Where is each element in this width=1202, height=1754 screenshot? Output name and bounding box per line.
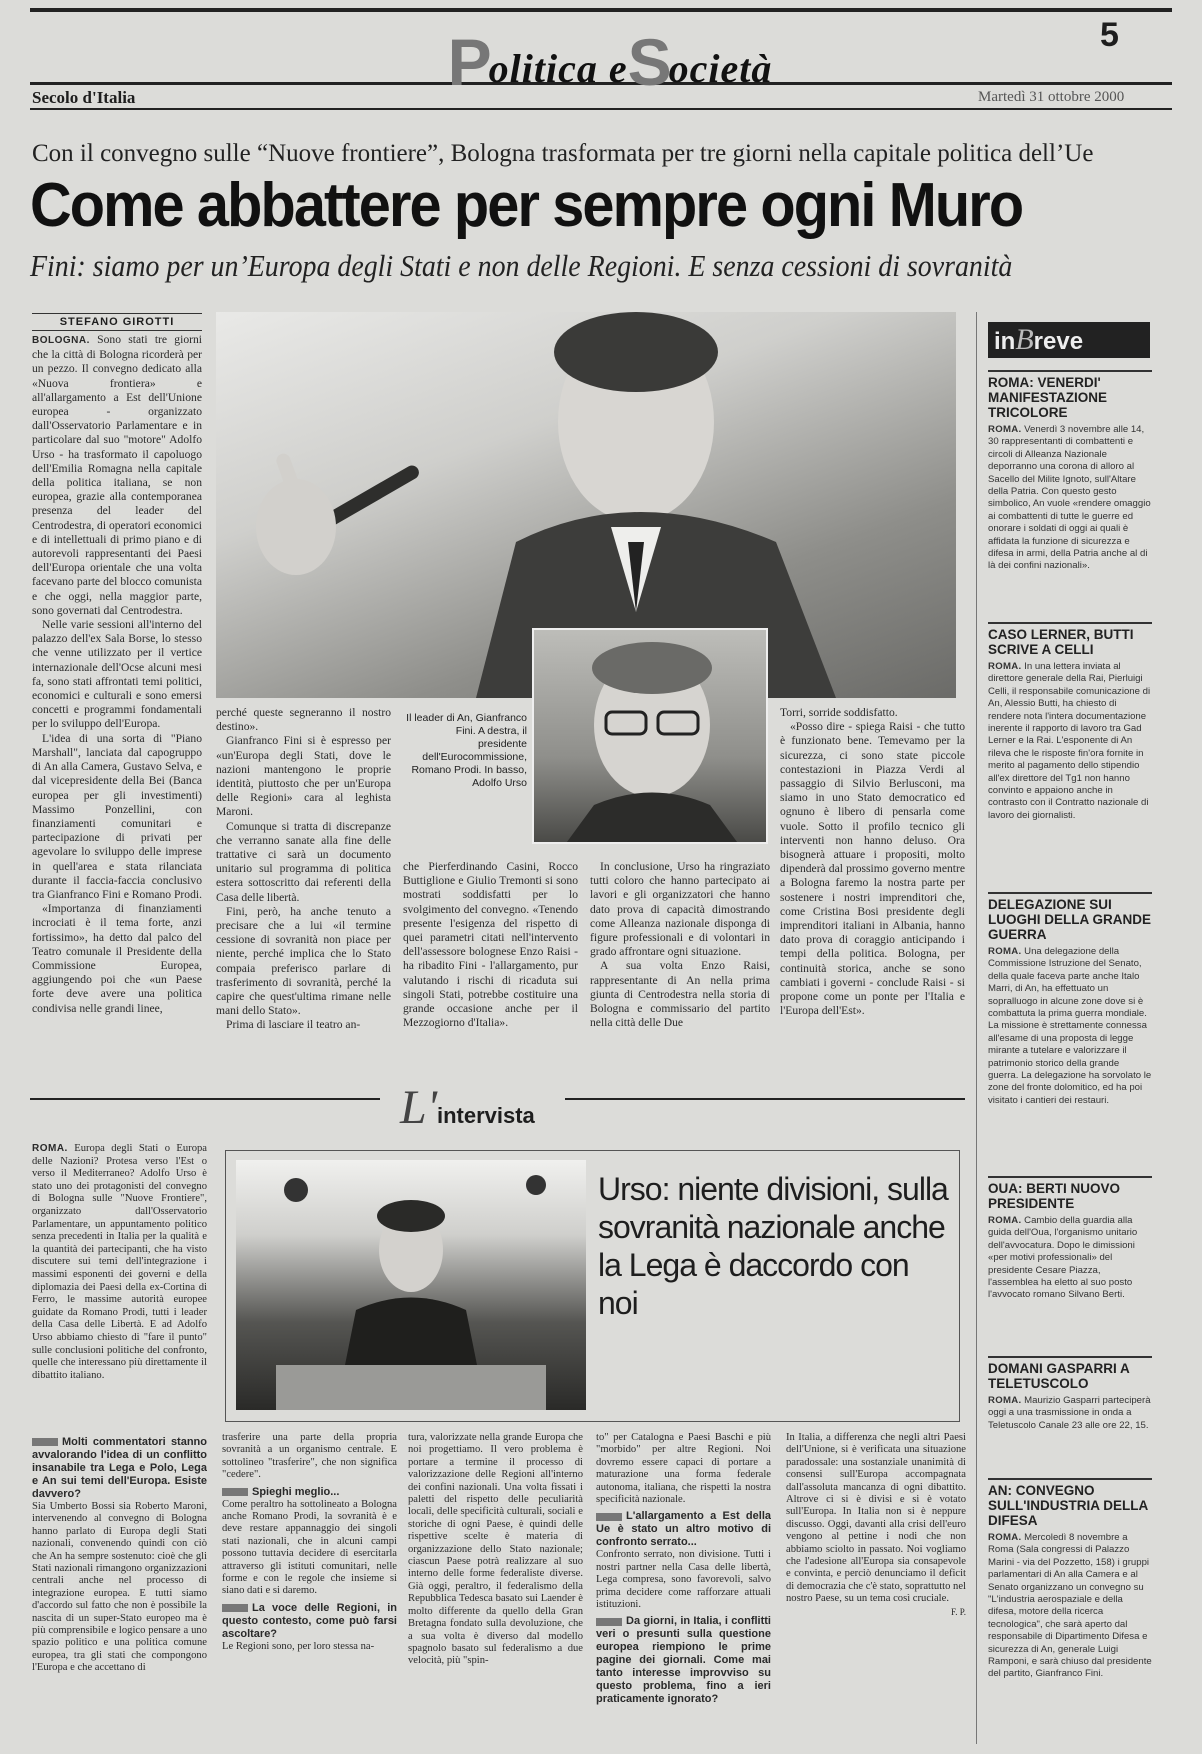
top-rule	[30, 8, 1172, 12]
article-column-1	[32, 333, 202, 1045]
interview-column-2	[222, 1432, 397, 1744]
photo-adolfo-urso	[236, 1160, 586, 1410]
interview-answer: In Italia, a differenza che negli altri Paesi dell'Unione, si è verificata una situazione paradossale: una sostanziale unanimità di consensi sull'Europa accompagnata dall'assoluta mancanza di ogni dibattito. Altrove ci si è divisi e si è votato sull'Europa. In Italia non si è neppure discusso. Oggi, davanti alla crisi dell'euro vengono al pettine i nodi che non abbiamo sciolto in passato. Noi vogliamo che l'adesione all'Europa sia consapevole e convinta, e perciò denunciamo il deficit di democrazia che c'è stato, soprattutto nel nostro Paese, su un tema così cruciale.	[786, 1432, 966, 1605]
speaker-silhouette	[236, 1160, 586, 1410]
brief-text: ROMA. Maurizio Gasparri parteciperà oggi a una trasmissione in onda a Teletuscolo Canale 23 alle ore 22, 15.	[988, 1395, 1151, 1431]
signature: F. P.	[950, 1606, 966, 1617]
brief-text: ROMA. Cambio della guardia alla guida dell'Oua, l'organismo unitario dell'avvocatura. Dopo le dimissioni «per motivi professionali» del presidente Cesare Piazza, l'assemblea ha eletto al suo posto l'avvocato romano Silvano Berti.	[988, 1215, 1138, 1301]
section-title: P olitica e S ocietà	[447, 24, 773, 99]
page-number: 5	[1100, 16, 1119, 54]
interview-intro: ROMA. Europa degli Stati o Europa delle Nazioni? Protesa verso l'Est o verso il Mediterraneo? Adolfo Urso è stato uno dei protagonisti del convegno di Bologna sulle "Nuove Frontiere", organizzato dall'Osservatorio Parlamentare, un appuntamento politico senza precedenti in Italia per la qualità e la quantità dei partecipanti, che ha visto discutere sui temi dell'integrazione i massimi esponenti dei governi e della diplomazia dei Paesi della ex-Cortina di Ferro, le massime autorità europee guidate da Romano Prodi, tutti i leader della Casa delle Libertà. E ad Adolfo Urso abbiamo chiesto di "fare il punto" sulle conclusioni politiche del confronto, quelle che interessano più direttamente il dibattito italiano.	[32, 1143, 207, 1381]
paragraph: «Importanza di finanziamenti incrociati è il tema forte, anzi fortissimo», ha detto dal palco del Teatro comunale il Presidente della Commissione Europea, aggiungendo poi che «un Paese forte deve avere una politica condivisa nelle grandi linee,	[32, 902, 202, 1015]
brief-item	[988, 370, 1152, 573]
brief-text: ROMA. Venerdì 3 novembre alle 14, 30 rappresentanti di combattenti e circoli di Alleanza Nazionale deporranno una corona di alloro al Sacello del Milite Ignoto, sull'Altare della Patria. Con questo gesto simbolico, An vuole «rendere omaggio ai combattenti di tutte le guerre ed onorare i soldati di oggi ai quali è affidata la funzione di sicurezza e difesa in armi, della Patria anche al di là dei confini nazionali».	[988, 424, 1151, 572]
paragraph: Comunque si tratta di discrepanze che verranno sanate alla fine delle trattative ci sarà un documento unitario sul programma di politica estera sottoscritto dai referenti della Casa delle libertà.	[216, 819, 391, 904]
interview-rule	[30, 1098, 380, 1100]
masthead-rule-bottom	[30, 108, 1172, 110]
interview-column-5	[786, 1432, 966, 1744]
paragraph: Nelle varie sessioni all'interno del palazzo dell'ex Sala Borse, lo stesso che venne utilizzato per il vertice internazionale dell'Ocse alcuni mesi fa, sono stati affrontati temi politici, economici e culturali e sono emersi concetti e programmi fondamentali per lo sviluppo dell'Europa.	[32, 618, 202, 731]
brief-item	[988, 1356, 1152, 1432]
interview-question: La voce delle Regioni, in questo contesto, come può farsi ascoltare?	[222, 1601, 397, 1640]
brief-item	[988, 622, 1152, 822]
interview-column-3	[408, 1432, 583, 1744]
photo-romano-prodi	[532, 628, 768, 844]
article-column-2	[216, 706, 391, 1046]
interview-answer: Come peraltro ha sottolineato a Bologna anche Romano Prodi, la sovranità è e deve restare appannaggio dei singoli stati nazionali, che in alcuni campi possono tuttavia decidere di esercitarla attraverso gli istituti comunitari, nelle forme e con le regole che insieme si siano dati e si daremo.	[222, 1498, 397, 1597]
issue-date: Martedì 31 ottobre 2000	[978, 89, 1125, 105]
photo-caption: Il leader di An, Gianfranco Fini. A destra, il presidente dell'Eurocommissione, Romano Prodi. In basso, Adolfo Urso	[406, 712, 527, 789]
interview-column-1	[32, 1432, 207, 1744]
paragraph: A sua volta Enzo Raisi, rappresentante di An nella prima giunta di Centrodestra nella storia di Bologna e commissario del partito nella città delle Due	[590, 959, 770, 1030]
paragraph: perché queste segneranno il nostro destino».	[216, 706, 391, 734]
paragraph: Sono stati tre giorni che la città di Bologna ricorderà per un pezzo. Il convegno dedicato alla «Nuova frontiera» e all'allargamento a Est dell'Unione europea - organizzato dall'Osservatorio Parlamentare e in particolare dal suo "motore" Adolfo Urso - ha trasformato il capoluogo dell'Emilia Romagna nella capitale della politica italiana, se non europea, grazie alla contemporanea presenza del leader del Centrodestra, di operatori economici e di intellettuali di primo piano e di autorevoli rappresentanti dei Paesi dell'Europa orientale che una volta facevano parte del blocco comunista e che oggi, nella maggior parte, sono governati dal Centrodestra.	[32, 333, 202, 617]
masthead: Secolo d'Italia	[32, 88, 136, 107]
byline: STEFANO GIROTTI	[32, 313, 202, 331]
brief-item	[988, 1176, 1152, 1302]
article-column-4	[590, 860, 770, 1046]
interview-label: L'intervista	[400, 1081, 535, 1134]
brief-item	[988, 892, 1152, 1107]
interview-answer: tura, valorizzate nella grande Europa che noi progettiamo. Il vero problema è portare a termine il processo di valorizzazione delle Regioni all'interno dei confini nazionali. Una volta fissati i paletti del rispetto delle peculiarità locali, delle specificità culturali, sociali e storiche di ogni Paese, è quindi delle rispettive scelte è materia di organizzazione dello Stato nazionale; ciascun Paese potrà realizzare al suo interno delle forme federaliste diverse. Già oggi, peraltro, il federalismo della Repubblica Tedesca basato sui Laender è molto differente da quello della Gran Bretagna fondato sulla devoluzione, che a sua volta è diverso dal modello spagnolo basato sul federalismo a due velocità, più "spin-	[408, 1432, 583, 1667]
paragraph: Torri, sorride soddisfatto.	[780, 706, 898, 719]
interview-question: Spieghi meglio...	[222, 1486, 397, 1499]
interview-answer: to" per Catalogna e Paesi Baschi e più "morbido" per altre Regioni. Noi dovremo essere capaci di portare a maturazione una forma federale autonoma, italiana, che rispetti la nostra specificità nazionale.	[596, 1432, 771, 1506]
brief-title: ROMA: VENERDI' MANIFESTAZIONE TRICOLORE	[988, 370, 1152, 420]
interview-pull-quote: Urso: niente divisioni, sulla sovranità nazionale anche la Lega è daccordo con noi	[598, 1171, 948, 1321]
brief-text: ROMA. In una lettera inviata al direttore generale della Rai, Pierluigi Celli, il responsabile comunicazione di An, Alessio Butti, ha chiesto di rendere nota l'intera documentazione inerente il rapporto di lavoro tra Gad Lerner e la Rai. L'esponente di An rileva che le risposte fin'ora fornite in merito al pagamento dello stipendio all'ex direttore del Tg1 non hanno convinto e appaiono anche in contrasto con il Contratto nazionale di lavoro dei giornalisti.	[988, 661, 1151, 821]
brief-title: AN: CONVEGNO SULL'INDUSTRIA DELLA DIFESA	[988, 1478, 1152, 1528]
interview-question: Da giorni, in Italia, i conflitti veri o presunti sulla questione europea riempiono le prime pagine dei giornali. Come mai tanto interesse improvviso su questo problema, fino a ieri praticamente ignorato?	[596, 1615, 771, 1706]
paragraph: Prima di lasciare il teatro an-	[226, 1018, 361, 1032]
article-column-3	[403, 860, 578, 1046]
interview-rule	[565, 1098, 965, 1100]
brief-text: ROMA. Mercoledì 8 novembre a Roma (Sala congressi di Palazzo Marini - via del Pozzetto, 158) i gruppi parlamentari di An alla Camera e al Senato organizzano un convegno su "L'industria aerospaziale e della difesa, motore della ricerca tecnologica", che sarà aperto dal responsabile di Dipartimento Difesa e sicurezza di An, generale Luigi Ramponi, e sarà chiuso dal presidente del partito, Gianfranco Fini.	[988, 1532, 1152, 1680]
in-breve-title: inBreve	[988, 322, 1150, 358]
article-headline: Come abbattere per sempre ogni Muro	[30, 171, 1023, 240]
interview-answer: Confronto serrato, non divisione. Tutti i nostri partner nella Casa delle libertà, Lega compresa, sono favorevoli, salvo prima decidere come rafforzare attuali istituzioni.	[596, 1549, 771, 1611]
article-subhead: Fini: siamo per un’Europa degli Stati e non delle Regioni. E senza cessioni di sovranità	[30, 248, 1013, 283]
sidebar-separator	[976, 312, 977, 1744]
paragraph: L'idea di una sorta di "Piano Marshall", lanciata dal capogruppo di An alla Camera, Gustavo Selva, e dal vicepresidente della Bei (Banca europea per gli investimenti) Massimo Ponzellini, con finanziamenti comunitari e partecipazione di privati per agevolare lo sviluppo delle imprese in quell'area e stata rilanciata durante il faccia-faccia conclusivo tra Gianfranco Fini e Romano Prodi.	[32, 731, 202, 901]
interview-column-4	[596, 1432, 771, 1744]
brief-item	[988, 1478, 1152, 1681]
paragraph: Gianfranco Fini si è espresso per «un'Europa degli Stati, dove le nazioni mantengono le proprie identità, piuttosto che per un'Europa delle Regioni» cara al leghista Maroni.	[216, 734, 391, 819]
paragraph: «Posso dire - spiega Raisi - che tutto è funzionato bene. Temevamo per la sicurezza, ci sono state piccole contestazioni in Piazza Verdi al passaggio di Silvio Berlusconi, ma siamo in uno Stato democratico ed ognuno è libero di pensarla come vuole. Sotto il profilo tecnico gli interventi non hanno deluso. Ora bisognerà attuare i propositi, molto dipenderà dal prossimo governo mentre a Bologna faremo la nostra parte per sostenere i nostri imprenditori che, come Cristina Bosi presidente degli imprenditori italiani in Albania, hanno dato prova di coraggio anticipando i tempi della politica. Bologna, per continuità storica, anche se sono cambiati i governi - conclude Raisi - si propone come un ponte per l'Italia e l'Europa dell'Est».	[780, 720, 965, 1018]
interview-question: Molti commentatori stanno avvalorando l'idea di un conflitto insanabile tra Lega e Polo, Lega e An sui temi dell'Europa. Esiste davvero?	[32, 1436, 207, 1500]
brief-title: OUA: BERTI NUOVO PRESIDENTE	[988, 1176, 1152, 1211]
brief-title: DOMANI GASPARRI A TELETUSCOLO	[988, 1356, 1152, 1391]
article-kicker: Con il convegno sulle “Nuove frontiere”, Bologna trasformata per tre giorni nella capitale politica dell’Ue	[32, 140, 1094, 167]
interview-answer: trasferire una parte della propria sovranità a un organismo centrale. E sottolineo "trasferire", che non significa "cedere".	[222, 1432, 397, 1481]
interview-answer: Le Regioni sono, per loro stessa na-	[222, 1640, 375, 1652]
interview-answer: Sia Umberto Bossi sia Roberto Maroni, intervenendo al convegno di Bologna hanno parlato di Europa degli Stati nazionali, convenendo quindi con ciò che An ha sempre sostenuto: cioè che gli Stati nazionali rimangono organizzazioni centrali anche nel processo di integrazione europea. E tutti siamo d'accordo sul fatto che non è possibile la nascita di un super-Stato europeo ma è più comprensibile e logico pensare a uno spazio politico e una politica comune europea, tra gli stati che compongono l'Europa e che accettano di	[32, 1501, 207, 1674]
article-column-5	[780, 706, 965, 1046]
paragraph: In conclusione, Urso ha ringraziato tutti coloro che hanno partecipato ai lavori e gli organizzatori che hanno dato prova di capacità dimostrando come Alleanza nazionale disponga di figure professionali e di volontari in grado affrontare ogni situazione.	[590, 860, 770, 959]
brief-title: CASO LERNER, BUTTI SCRIVE A CELLI	[988, 622, 1152, 657]
portrait-silhouette	[534, 630, 768, 844]
dateline: BOLOGNA.	[32, 335, 90, 346]
interview-question: L'allargamento a Est della Ue è stato un altro motivo di confronto serrato...	[596, 1510, 771, 1549]
paragraph: Fini, però, ha anche tenuto a precisare che a lui «il termine cessione di sovranità non piace per niente, perché implica che lo Stato compaia preferisco parlare di trasferimento di sovranità, perché la capire che quest'ultima rimane nelle mani dello Stato».	[216, 904, 391, 1018]
brief-text: ROMA. Una delegazione della Commissione Istruzione del Senato, della quale faceva parte anche Italo Marri, di An, ha effettuato un sopralluogo in alcune zone dove si è combattuta la prima guerra mondiale. La missione è strettamente connessa all'esame di una proposta di legge mirante a tutelare e valorizzare il patrimonio storico della grande guerra. La delegazione ha sorvolato le zone del fronte dolomitico, ed ha poi visitato i cantieri dei restauri.	[988, 946, 1152, 1106]
paragraph: che Pierferdinando Casini, Rocco Buttiglione e Giulio Tremonti si sono mostrati soddisfatti per lo svolgimento del convegno. «Tenendo presente l'esigenza del rispetto di quei parametri citati nell'intervento dell'assessore bolognese Enzo Raisi - ha ribadito Fini - l'allargamento, pur valutando i rischi di ricaduta sui singoli Stati, potrebbe costituire una grande occasione anche per il Mezzogiorno d'Italia».	[403, 860, 578, 1030]
brief-title: DELEGAZIONE SUI LUOGHI DELLA GRANDE GUERRA	[988, 892, 1152, 942]
